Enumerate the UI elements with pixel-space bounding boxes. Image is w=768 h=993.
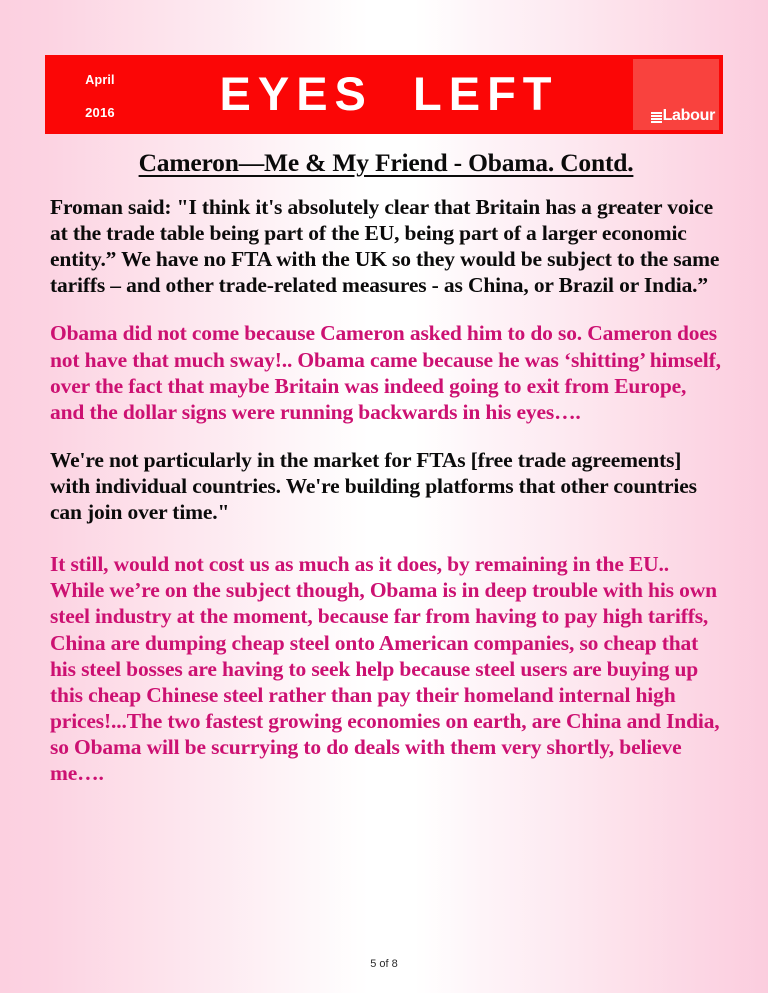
paragraph-froman-quote: Froman said: "I think it's absolutely clear that Britain has a greater voice at the trade table being part of the EU, being part of a larger economic entity.” We have no FTA with the UK so they would be subject to the same tariffs – and other trade-related measures - as China, or Brazil or India.” xyxy=(50,195,720,298)
page-number: 5 of 8 xyxy=(370,958,398,970)
paragraph-fta-market-quote: We're not particularly in the market for FTAs [free trade agreements] with individual countries. We're building platforms that other countries can join over time." xyxy=(50,447,697,525)
labour-flag-icon xyxy=(651,112,662,123)
paragraph-obama-visit-comment: Obama did not come because Cameron asked him to do so. Cameron does not have that much sway!.. Obama came because he was ‘shitting’ himself, over the fact that maybe Britain was indeed going to exit from Europe, and the dollar signs were running backwards in his eyes…. xyxy=(50,321,721,424)
labour-logo-text: Labour xyxy=(662,107,715,124)
page-footer xyxy=(0,958,768,970)
labour-logo-inner xyxy=(633,108,715,124)
masthead-banner xyxy=(45,55,723,134)
issue-month: April xyxy=(85,73,115,88)
article-headline: Cameron—Me & My Friend - Obama. Contd. xyxy=(138,148,634,177)
issue-date-block xyxy=(45,55,155,134)
labour-logo xyxy=(633,59,719,130)
publication-title: EYES LEFT xyxy=(219,66,559,120)
article-content xyxy=(50,148,722,802)
issue-year: 2016 xyxy=(85,104,115,120)
paragraph-steel-industry-comment: It still, would not cost us as much as it does, by remaining in the EU.. While we’re on the subject though, Obama is in deep trouble with his own steel industry at the moment, because far from having to pay high tariffs, China are dumping cheap steel onto American companies, so cheap that his steel bosses are having to seek help because steel users are buying up this cheap Chinese steel rather than pay their homeland internal high prices!...The two fastest growing economies on earth, are China and India, so Obama will be scurrying to do deals with them very shortly, believe me…. xyxy=(50,552,720,786)
